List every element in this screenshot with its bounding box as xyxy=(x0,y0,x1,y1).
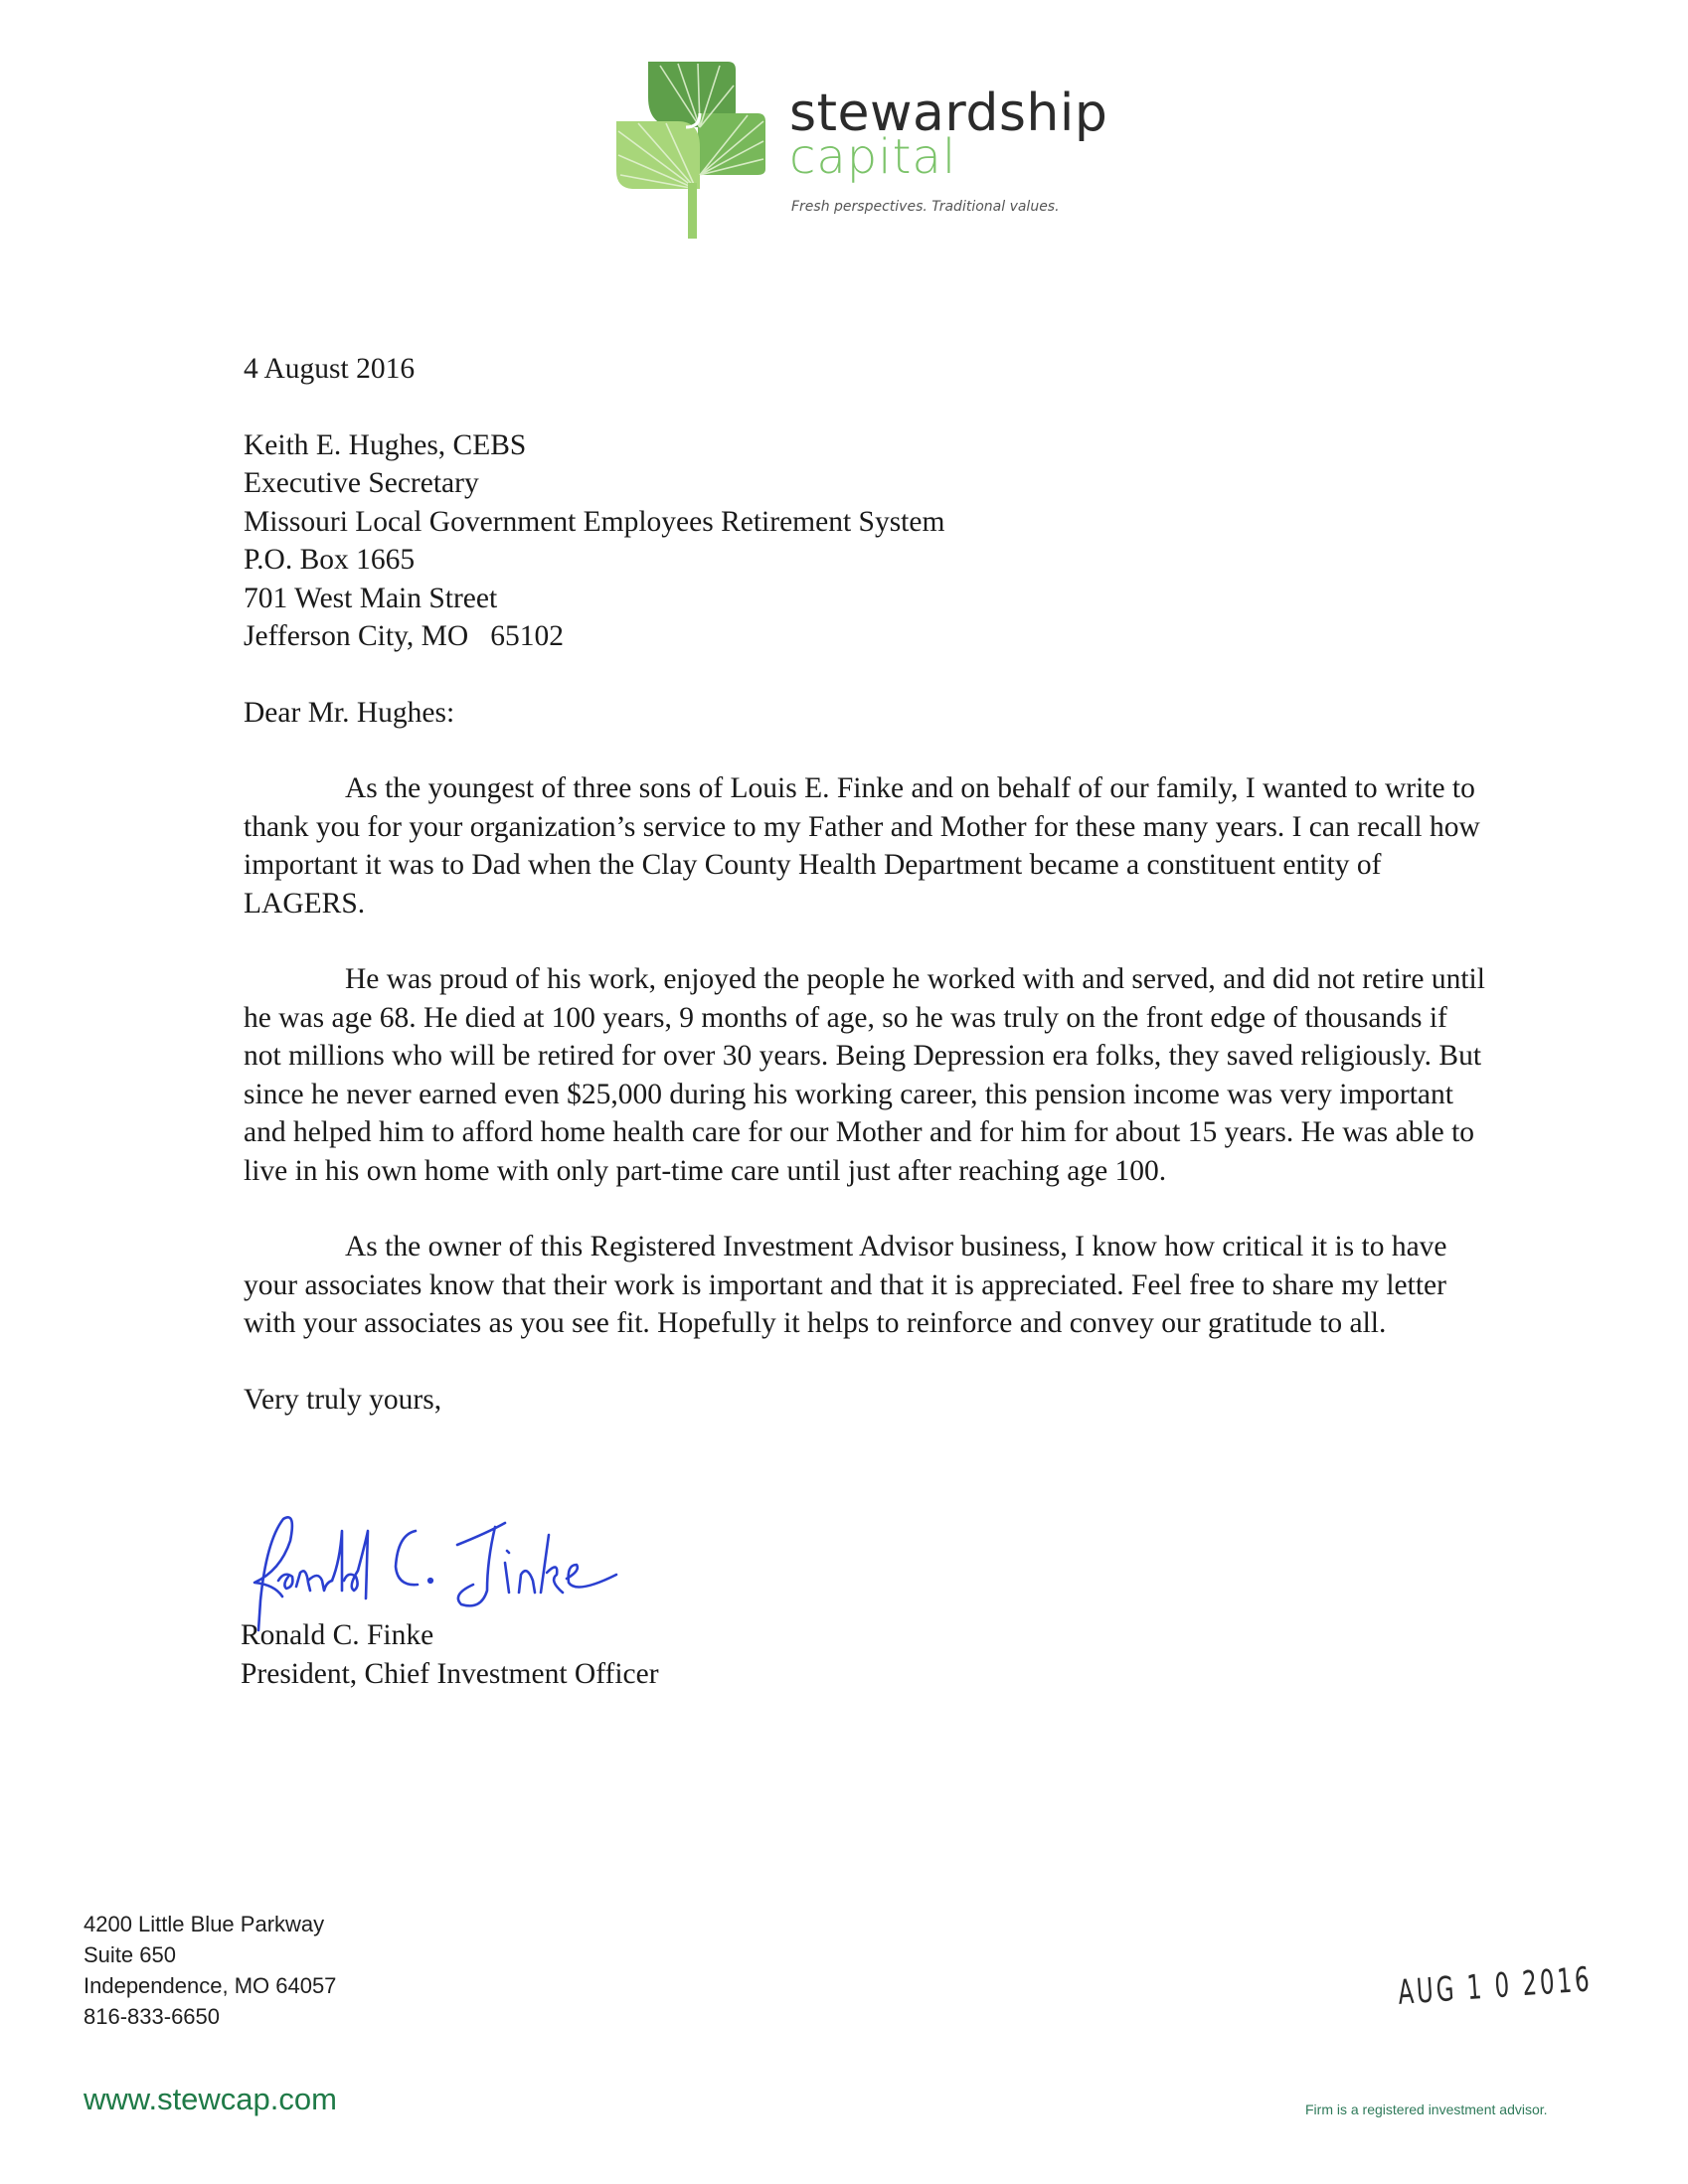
received-date-stamp: AUG 1 0 2016 xyxy=(1397,1959,1594,2013)
brand-tagline: Fresh perspectives. Traditional values. xyxy=(791,199,1060,215)
footer-address-line: Suite 650 xyxy=(84,1942,176,1967)
recipient-line: 701 West Main Street xyxy=(244,582,498,614)
recipient-line: Missouri Local Government Employees Retirement System xyxy=(244,505,945,538)
footer-phone: 816-833-6650 xyxy=(84,2004,221,2029)
salutation: Dear Mr. Hughes: xyxy=(244,696,455,729)
leaf-tree-icon xyxy=(608,52,777,241)
website-link[interactable]: www.stewcap.com xyxy=(84,2082,337,2116)
closing: Very truly yours, xyxy=(244,1383,442,1416)
disclaimer: Firm is a registered investment advisor. xyxy=(1305,2101,1548,2117)
footer-address-line: 4200 Little Blue Parkway xyxy=(84,1912,325,1936)
brand-name-line1: stewardship xyxy=(789,84,1108,143)
body-paragraph: As the youngest of three sons of Louis E. Finke and on behalf of our family, I wanted to write to thank you for your organization’s service to my Father and Mother for these many years. I can recall how important it was to Dad when the Clay County Health Department became a constituent entity of LAGERS. xyxy=(244,772,1480,920)
body-paragraph: He was proud of his work, enjoyed the people he worked with and served, and did not retire until he was age 68. He died at 100 years, 9 months of age, so he was truly on the front edge of thousands if not millions who will be retired for over 30 years. Being Depression era folks, they saved religiously. But since he never earned even $25,000 during his working career, this pension income was very important and helped him to afford home health care for our Mother and for him for about 15 years. He was able to live in his own home with only part-time care until just after reaching age 100. xyxy=(244,963,1485,1187)
recipient-line: Jefferson City, MO 65102 xyxy=(244,620,565,652)
letterhead-logo xyxy=(608,52,1108,241)
footer-address xyxy=(84,1909,336,2032)
signer-title: President, Chief Investment Officer xyxy=(241,1657,659,1690)
recipient-line: Keith E. Hughes, CEBS xyxy=(244,428,527,461)
body-paragraph: As the owner of this Registered Investment Advisor business, I know how critical it is to have your associates know that their work is important and that it is appreciated. Feel free to share my letter with your associates as you see fit. Hopefully it helps to reinforce and convey our gratitude to all. xyxy=(244,1231,1447,1339)
recipient-line: Executive Secretary xyxy=(244,467,479,499)
signer-name: Ronald C. Finke xyxy=(241,1619,434,1651)
letter-body xyxy=(244,350,1486,1419)
signer-block xyxy=(241,1616,659,1693)
letter-date: 4 August 2016 xyxy=(244,353,416,385)
recipient-line: P.O. Box 1665 xyxy=(244,544,416,576)
footer-address-line: Independence, MO 64057 xyxy=(84,1973,337,1998)
recipient-address xyxy=(244,426,1486,656)
brand-name-line2: capital xyxy=(789,129,957,185)
